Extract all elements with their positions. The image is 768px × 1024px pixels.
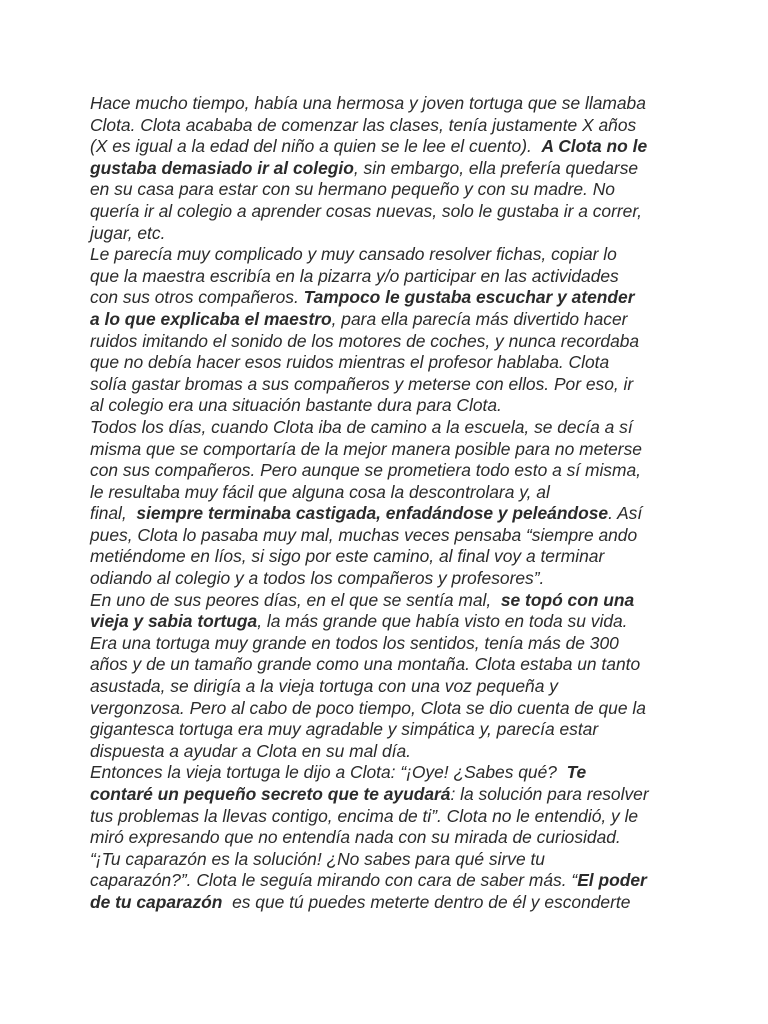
text-segment: que no debía hacer esos ruidos mientras el profesor hablaba. Clota (90, 352, 610, 373)
text-segment: en su casa para estar con su hermano pequeño y con su madre. No (90, 179, 615, 200)
text-segment: asustada, se dirigía a la vieja tortuga con una voz pequeña y (90, 676, 558, 697)
text-segment: (X es igual a la edad del niño a quien se le lee el cuento). (90, 136, 542, 157)
text-segment: quería ir al colegio a aprender cosas nuevas, solo le gustaba ir a correr, (90, 200, 642, 221)
text-segment: miró expresando que no entendía nada con su mirada de curiosidad. (90, 827, 621, 848)
bold-text-segment: A Clota no le (541, 136, 648, 157)
text-segment: , la más grande que había visto en toda su vida. (257, 611, 628, 632)
text-line (90, 892, 680, 914)
text-segment: Le parecía muy complicado y muy cansado resolver fichas, copiar lo (90, 244, 617, 265)
text-segment: gigantesca tortuga era muy agradable y simpática y, parecía estar (90, 719, 599, 740)
text-line (90, 201, 680, 223)
text-segment: le resultaba muy fácil que alguna cosa la descontrolara y, al (90, 481, 550, 502)
text-line (90, 287, 680, 309)
text-line (90, 136, 680, 158)
text-line (90, 460, 680, 482)
bold-text-segment: Te (566, 762, 587, 783)
text-segment: que la maestra escribía en la pizarra y/o participar en las actividades (90, 265, 619, 286)
text-segment: Hace mucho tiempo, había una hermosa y joven tortuga que se llamaba (90, 93, 646, 113)
text-line (90, 331, 680, 353)
text-segment: . Así (608, 503, 643, 524)
text-segment: , sin embargo, ella prefería quedarse (353, 157, 639, 178)
text-line (90, 115, 680, 137)
bold-text-segment: de tu caparazón (90, 891, 223, 912)
text-line (90, 179, 680, 201)
text-segment: con sus otros compañeros. (90, 287, 304, 308)
text-line (90, 266, 680, 288)
text-segment: En uno de sus peores días, en el que se sentía mal, (90, 589, 501, 610)
bold-text-segment: gustaba demasiado ir al colegio (90, 157, 354, 178)
bold-text-segment: Tampoco le gustaba escuchar y atender (303, 287, 635, 308)
text-line (90, 827, 680, 849)
text-segment: metiéndome en líos, si sigo por este camino, al final voy a terminar (90, 546, 605, 567)
text-segment: al colegio era una situación bastante dura para Clota. (90, 395, 502, 416)
text-segment: final, (90, 503, 137, 524)
bold-text-segment: contaré un pequeño secreto que te ayudará (90, 784, 451, 804)
text-line (90, 698, 680, 720)
text-line (90, 568, 680, 590)
text-segment: con sus compañeros. Pero aunque se prometiera todo esto a sí misma, (90, 460, 641, 481)
bold-text-segment: siempre terminaba castigada, enfadándose y peleándose (136, 503, 609, 524)
text-segment: , para ella parecía más divertido hacer (331, 308, 628, 329)
text-line (90, 719, 680, 741)
text-line (90, 309, 680, 331)
text-line (90, 633, 680, 655)
text-line (90, 93, 680, 115)
text-segment: años y de un tamaño grande como una montaña. Clota estaba un tanto (90, 654, 641, 675)
text-segment: Entonces la vieja tortuga le dijo a Clota: “¡Oye! ¿Sabes qué? (90, 762, 567, 783)
text-segment: pues, Clota lo pasaba muy mal, muchas veces pensaba “siempre ando (90, 524, 638, 545)
text-line (90, 806, 680, 828)
text-segment: jugar, etc. (90, 222, 166, 243)
text-segment: ruidos imitando el sonido de los motores de coches, y nunca recordaba (90, 330, 640, 351)
text-line (90, 611, 680, 633)
text-segment: Era una tortuga muy grande en todos los sentidos, tenía más de 300 (90, 632, 619, 653)
text-line (90, 439, 680, 461)
text-line (90, 374, 680, 396)
text-line (90, 654, 680, 676)
bold-text-segment: se topó con una (500, 589, 635, 610)
text-line (90, 503, 680, 525)
text-segment: “¡Tu caparazón es la solución! ¿No sabes para qué sirve tu (90, 848, 545, 869)
text-segment: Todos los días, cuando Clota iba de camino a la escuela, se decía a sí (90, 416, 633, 437)
text-line (90, 590, 680, 612)
text-line (90, 676, 680, 698)
text-line (90, 741, 680, 763)
text-segment: solía gastar bromas a sus compañeros y meterse con ellos. Por eso, ir (90, 373, 634, 394)
text-line (90, 870, 680, 892)
text-line (90, 417, 680, 439)
text-segment: dispuesta a ayudar a Clota en su mal día. (90, 740, 411, 761)
bold-text-segment: a lo que explicaba el maestro (90, 308, 332, 329)
text-line (90, 395, 680, 417)
text-line (90, 482, 680, 504)
text-segment: es que tú puedes meterte dentro de él y esconderte (222, 891, 631, 912)
text-segment: odiando al colegio y a todos los compañeros y profesores”. (90, 568, 545, 589)
text-segment: : la solución para resolver (450, 784, 649, 804)
text-line (90, 244, 680, 266)
text-line (90, 762, 680, 784)
text-segment: Clota. Clota acababa de comenzar las clases, tenía justamente X años (90, 114, 637, 135)
bold-text-segment: vieja y sabia tortuga (90, 611, 258, 632)
text-segment: vergonzosa. Pero al cabo de poco tiempo, Clota se dio cuenta de que la (90, 697, 646, 718)
text-line (90, 352, 680, 374)
text-segment: tus problemas la llevas contigo, encima de ti”. Clota no le entendió, y le (90, 805, 639, 826)
document-body (90, 93, 680, 914)
text-line (90, 158, 680, 180)
text-line (90, 849, 680, 871)
text-segment: misma que se comportaría de la mejor manera posible para no meterse (90, 438, 642, 459)
text-segment: caparazón?”. Clota le seguía mirando con cara de saber más. “ (90, 870, 578, 891)
bold-text-segment: El poder (577, 870, 647, 891)
text-line (90, 546, 680, 568)
text-line (90, 223, 680, 245)
text-line (90, 784, 680, 806)
text-line (90, 525, 680, 547)
